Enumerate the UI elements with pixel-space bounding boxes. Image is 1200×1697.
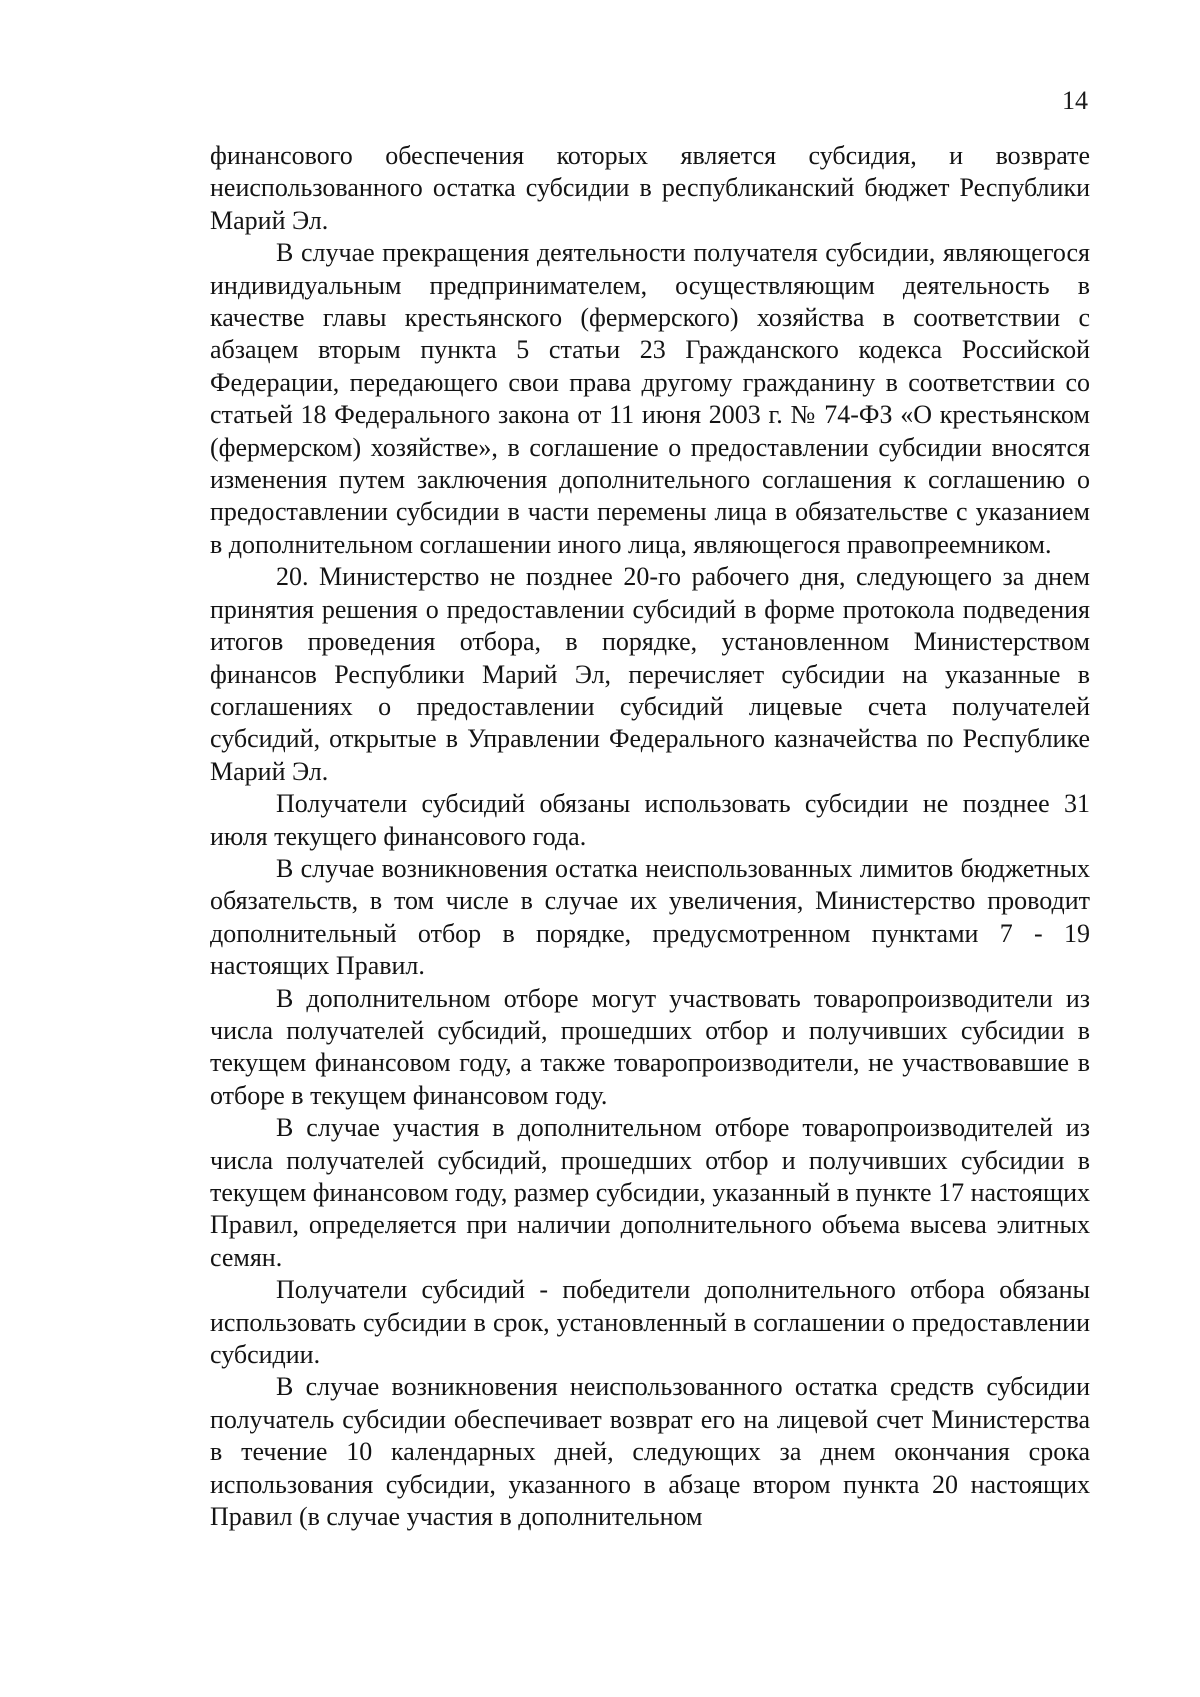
- paragraph-item-20: 20. Министерство не позднее 20-го рабочего дня, следующего за днем принятия решения о предоставлении субсидий в форме протокола подведения итогов проведения отбора, в порядке, установленном Министерством финансов Республики Марий Эл, перечисляет субсидии на указанные в соглашениях о предоставлении субсидий лицевые счета получателей субсидий, открытые в Управлении Федерального казначейства по Республике Марий Эл.: [210, 562, 1090, 786]
- paragraph-usage-deadline: Получатели субсидий обязаны использовать субсидии не позднее 31 июля текущего финансового года.: [210, 789, 1090, 851]
- paragraph-continuation: финансового обеспечения которых является субсидия, и возврате неиспользованного остатка субсидии в республиканский бюджет Республики Марий Эл.: [210, 141, 1090, 235]
- paragraph-unused-balance-return: В случае возникновения неиспользованного остатка средств субсидии получатель субсидии обеспечивает возврат его на лицевой счет Министерства в течение 10 календарных дней, следующих за днем окончания срока использования субсидии, указанного в абзаце втором пункта 20 настоящих Правил (в случае участия в дополнительном: [210, 1372, 1090, 1532]
- paragraph-winners-obligation: Получатели субсидий - победители дополнительного отбора обязаны использовать субсидии в срок, установленный в соглашении о предоставлении субсидии.: [210, 1275, 1090, 1370]
- paragraph-peasant-farm-succession: В случае прекращения деятельности получателя субсидии, являющегося индивидуальным предпринимателем, осуществляющим деятельность в качестве главы крестьянского (фермерского) хозяйства в соответствии с абзацем вторым пункта 5 статьи 23 Гражданского кодекса Российской Федерации, передающего свои права другому гражданину в соответствии со статьей 18 Федерального закона от 11 июня 2003 г. № 74-ФЗ «О крестьянском (фермерском) хозяйстве», в соглашение о предоставлении субсидии вносятся изменения путем заключения дополнительного соглашения к соглашению о предоставлении субсидии в части перемены лица в обязательстве с указанием в дополнительном соглашении иного лица, являющегося правопреемником.: [210, 238, 1090, 559]
- paragraph-additional-selection: В случае возникновения остатка неиспользованных лимитов бюджетных обязательств, в том числе в случае их увеличения, Министерство проводит дополнительный отбор в порядке, предусмотренном пунктами 7 - 19 настоящих Правил.: [210, 853, 1090, 981]
- paragraph-subsidy-size: В случае участия в дополнительном отборе товаропроизводителей из числа получателей субсидий, прошедших отбор и получивших субсидии в текущем финансовом году, размер субсидии, указанный в пункте 17 настоящих Правил, определяется при наличии дополнительного объема высева элитных семян.: [210, 1113, 1090, 1272]
- paragraph-additional-participants: В дополнительном отборе могут участвовать товаропроизводители из числа получателей субсидий, прошедших отбор и получивших субсидии в текущем финансовом году, а также товаропроизводители, не участвовавшие в отборе в текущем финансовом году.: [210, 983, 1090, 1110]
- document-body: [210, 140, 1090, 1533]
- page-number: 14: [1062, 86, 1088, 115]
